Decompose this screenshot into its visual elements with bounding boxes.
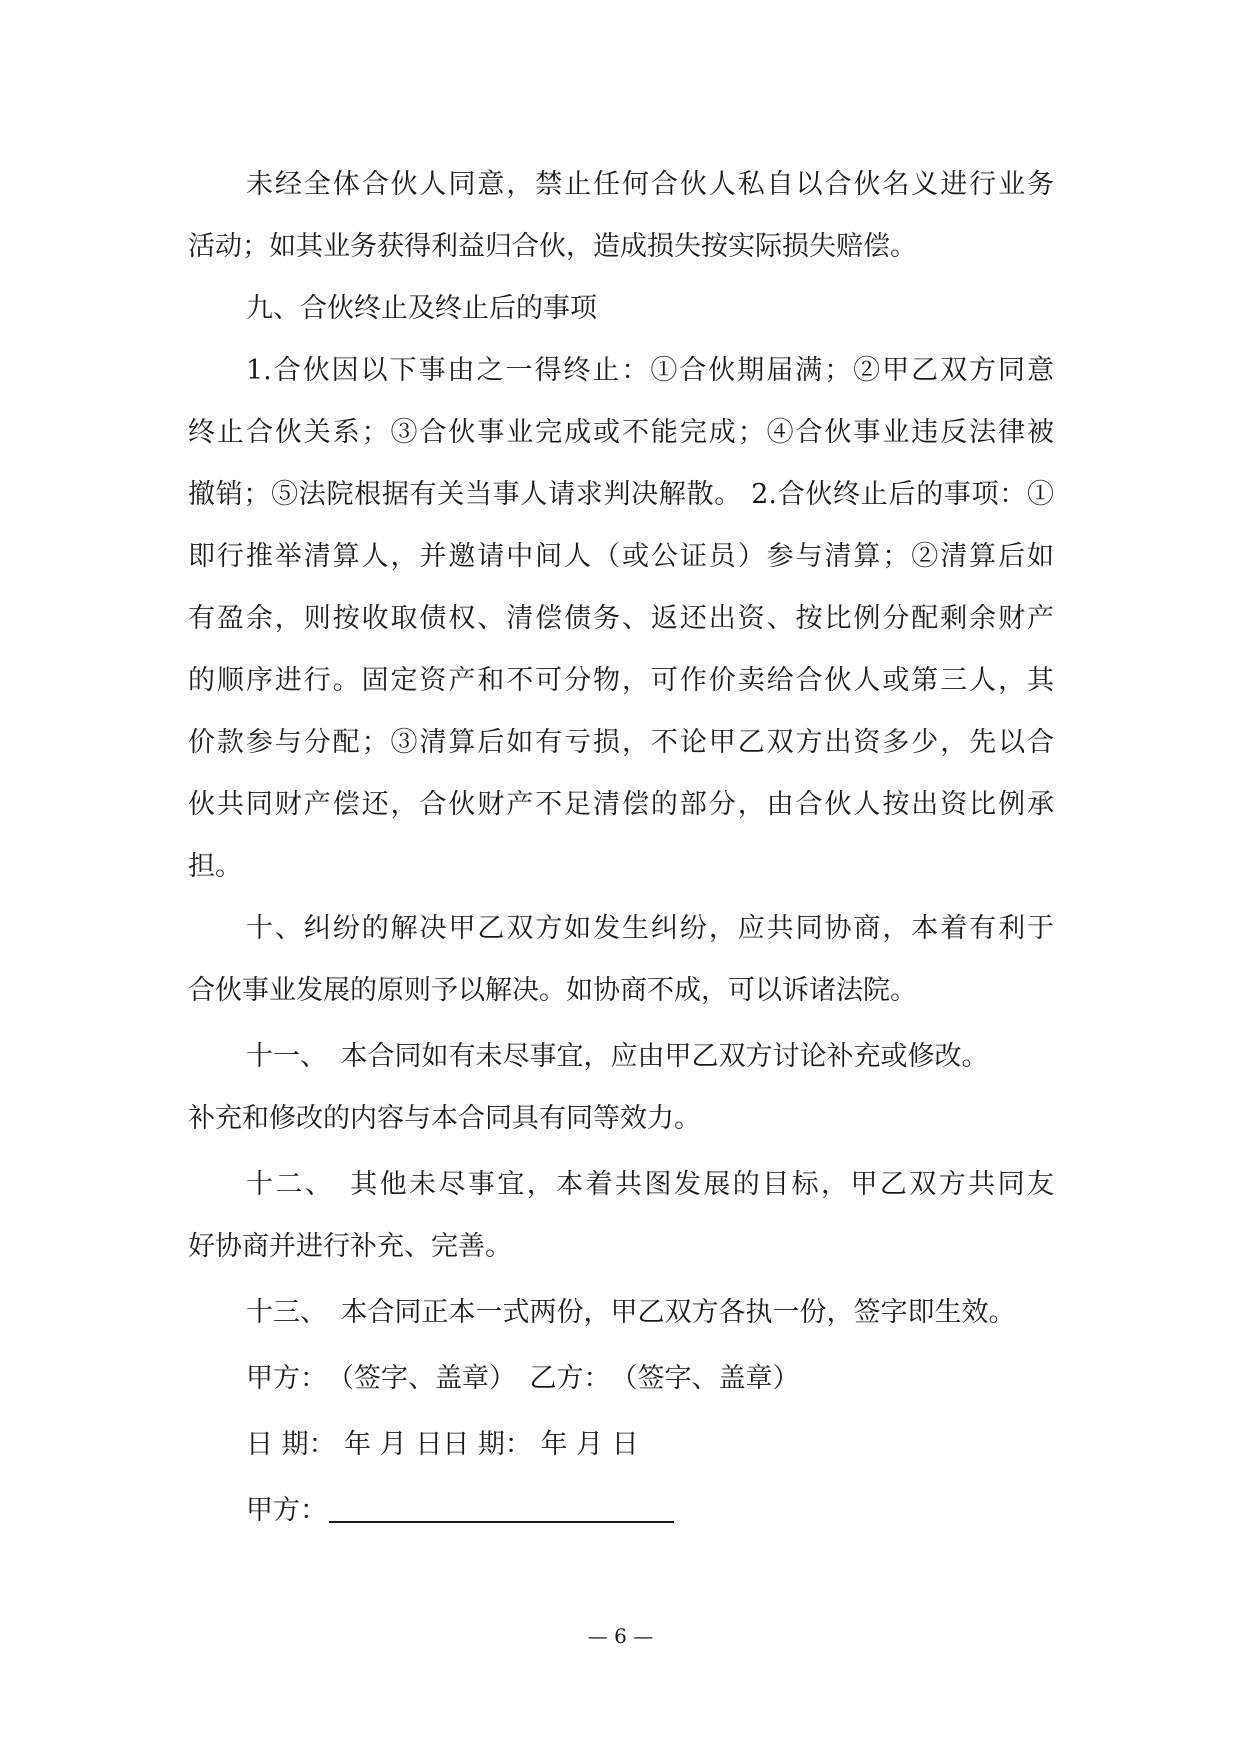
signature-field — [246, 1494, 674, 1528]
paragraph-line: 合伙事业发展的原则予以解决。如协商不成，可以诉诸法院。 — [188, 975, 917, 1006]
paragraph-line: 伙共同财产偿还，合伙财产不足清偿的部分，由合伙人按出资比例承 — [188, 789, 1054, 820]
paragraph-line: 活动；如其业务获得利益归合伙，造成损失按实际损失赔偿。 — [188, 231, 917, 262]
paragraph-line: 担。 — [188, 851, 242, 882]
paragraph-line: 有盈余，则按收取债权、清偿债务、返还出资、按比例分配剩余财产 — [188, 603, 1054, 634]
paragraph-line: 十三、 本合同正本一式两份，甲乙双方各执一份，签字即生效。 — [246, 1297, 1016, 1328]
paragraph-line: 终止合伙关系；③合伙事业完成或不能完成；④合伙事业违反法律被 — [188, 417, 1054, 448]
date-line: 日 期： 年 月 日日 期： 年 月 日 — [246, 1429, 639, 1460]
paragraph-line: 补充和修改的内容与本合同具有同等效力。 — [188, 1103, 701, 1134]
page-number: — 6 — — [587, 1624, 654, 1648]
paragraph-line: 的顺序进行。固定资产和不可分物，可作价卖给合伙人或第三人，其 — [188, 665, 1054, 696]
paragraph-line: 未经全体合伙人同意，禁止任何合伙人私自以合伙名义进行业务 — [246, 169, 1054, 200]
paragraph-line: 十一、 本合同如有未尽事宜，应由甲乙双方讨论补充或修改。 — [246, 1041, 989, 1072]
paragraph-line: 即行推举清算人，并邀请中间人（或公证员）参与清算；②清算后如 — [188, 541, 1054, 572]
paragraph-line: 好协商并进行补充、完善。 — [188, 1231, 512, 1262]
paragraph-line: 价款参与分配；③清算后如有亏损，不论甲乙双方出资多少，先以合 — [188, 727, 1054, 758]
signature-underline — [329, 1495, 674, 1523]
paragraph-line: 1.合伙因以下事由之一得终止：①合伙期届满；②甲乙双方同意 — [246, 355, 1054, 386]
signature-label: 甲方： — [246, 1495, 327, 1526]
paragraph-line: 十、纠纷的解决甲乙双方如发生纠纷，应共同协商，本着有利于 — [246, 913, 1054, 944]
paragraph-line: 撤销；⑤法院根据有关当事人请求判决解散。 2.合伙终止后的事项：① — [188, 479, 1054, 510]
section-heading: 九、合伙终止及终止后的事项 — [246, 293, 597, 324]
paragraph-line: 十二、 其他未尽事宜，本着共图发展的目标，甲乙双方共同友 — [246, 1169, 1054, 1200]
signature-party-line: 甲方： （签字、盖章） 乙方： （签字、盖章） — [246, 1363, 800, 1394]
